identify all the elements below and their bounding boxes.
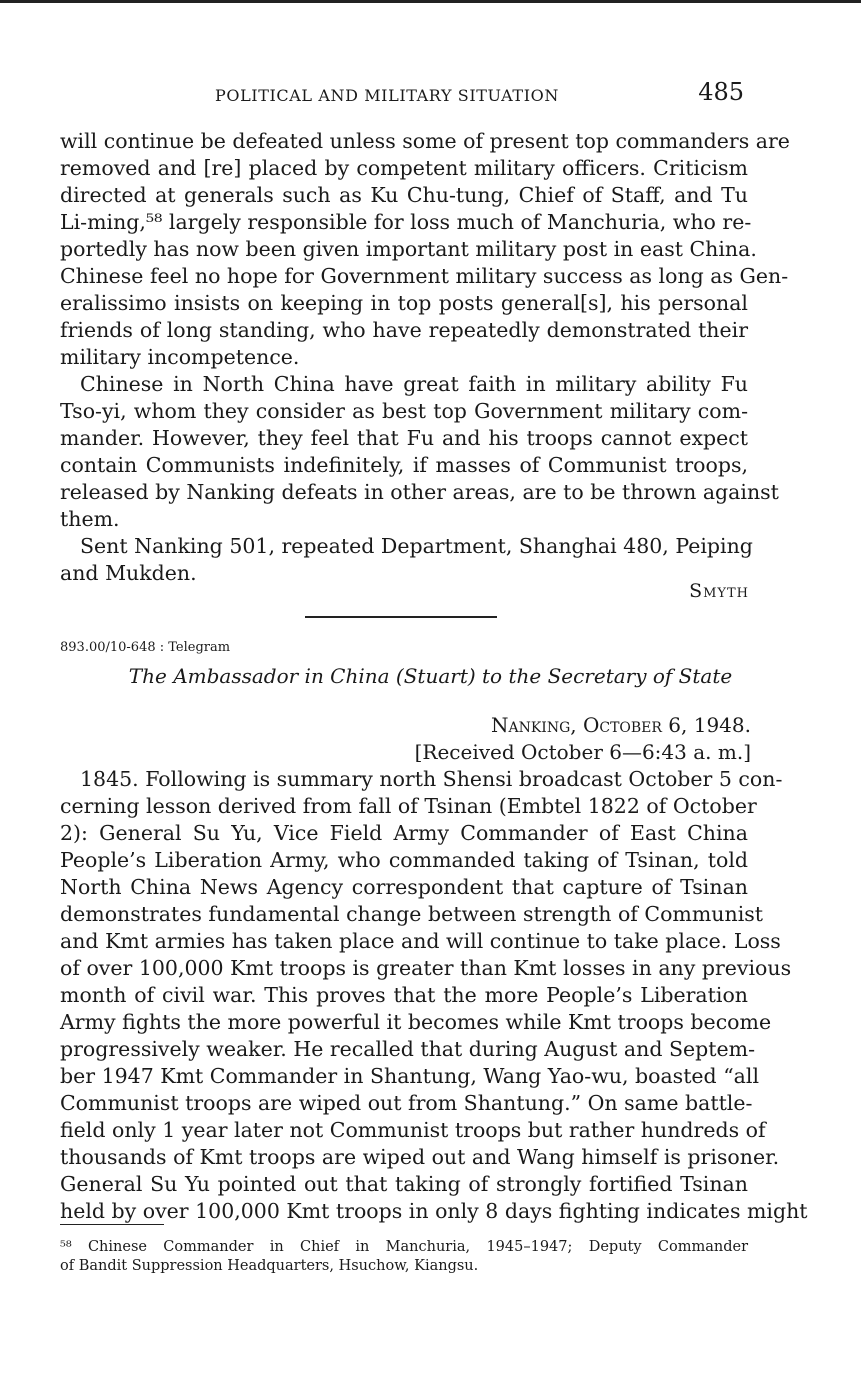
signature: Smyth <box>689 580 749 602</box>
running-title: POLITICAL AND MILITARY SITUATION <box>215 86 559 105</box>
body-line: directed at generals such as Ku Chu-tung, Chief of Staff, and Tu <box>60 183 748 207</box>
body-line: thousands of Kmt troops are wiped out and Wang himself is prisoner. <box>60 1145 780 1169</box>
page-number: 485 <box>698 78 744 106</box>
page-top-border <box>0 0 861 3</box>
body-line: 1845. Following is summary north Shensi broadcast October 5 con- <box>80 767 783 791</box>
telegram-2-body <box>60 766 808 1225</box>
body-line: month of civil war. This proves that the more People’s Liberation <box>60 983 748 1007</box>
body-line: Chinese feel no hope for Government military success as long as Gen- <box>60 264 789 288</box>
body-line: held by over 100,000 Kmt troops in only 8 days fighting indicates might <box>60 1199 808 1223</box>
body-line: demonstrates fundamental change between strength of Communist <box>60 902 764 926</box>
body-line: eralissimo insists on keeping in top posts general[s], his personal <box>60 291 748 315</box>
body-line: contain Communists indefinitely, if masses of Communist troops, <box>60 453 748 477</box>
body-line: field only 1 year later not Communist troops but rather hundreds of <box>60 1118 766 1142</box>
body-line: General Su Yu pointed out that taking of strongly fortified Tsinan <box>60 1172 748 1196</box>
body-line: portedly has now been given important military post in east China. <box>60 237 757 261</box>
footnote-line: of Bandit Suppression Headquarters, Hsuchow, Kiangsu. <box>60 1258 479 1274</box>
body-line: Tso-yi, whom they consider as best top Government military com- <box>60 399 748 423</box>
body-line: mander. However, they feel that Fu and his troops cannot expect <box>60 426 748 450</box>
body-line: removed and [re] placed by competent military officers. Criticism <box>60 156 748 180</box>
dateline-received: [Received October 6—6:43 a. m.] <box>414 740 751 764</box>
body-line: of over 100,000 Kmt troops is greater than Kmt losses in any previous <box>60 956 792 980</box>
body-line: released by Nanking defeats in other areas, are to be thrown against <box>60 480 779 504</box>
body-line: Li-ming,⁵⁸ largely responsible for loss much of Manchuria, who re- <box>60 210 752 234</box>
body-line: and Kmt armies has taken place and will continue to take place. Loss <box>60 929 781 953</box>
body-line: Communist troops are wiped out from Shantung.” On same battle- <box>60 1091 753 1115</box>
dateline-place-date: Nanking, October 6, 1948. <box>490 713 751 737</box>
body-line: cerning lesson derived from fall of Tsinan (Embtel 1822 of October <box>60 794 757 818</box>
body-line: and Mukden. <box>60 561 197 585</box>
footnote <box>60 1238 748 1276</box>
body-line: will continue be defeated unless some of present top commanders are <box>60 129 790 153</box>
body-line: People’s Liberation Army, who commanded taking of Tsinan, told <box>60 848 748 872</box>
footnote-rule <box>60 1224 164 1225</box>
section-divider <box>305 616 497 618</box>
dateline <box>415 712 751 766</box>
body-line: North China News Agency correspondent that capture of Tsinan <box>60 875 748 899</box>
telegram-1-body <box>60 128 790 587</box>
body-line: them. <box>60 507 120 531</box>
body-line: 2): General Su Yu, Vice Field Army Commander of East China <box>60 821 748 845</box>
document-title: The Ambassador in China (Stuart) to the Secretary of State <box>128 664 733 688</box>
body-line: Chinese in North China have great faith in military ability Fu <box>80 372 748 396</box>
file-code: 893.00/10-648 : Telegram <box>60 640 231 655</box>
body-line: Army fights the more powerful it becomes while Kmt troops become <box>60 1010 772 1034</box>
page-header <box>60 76 748 108</box>
body-line: friends of long standing, who have repeatedly demonstrated their <box>60 318 748 342</box>
body-line: Sent Nanking 501, repeated Department, Shanghai 480, Peiping <box>80 534 753 558</box>
body-line: military incompetence. <box>60 345 300 369</box>
body-line: ber 1947 Kmt Commander in Shantung, Wang Yao-wu, boasted “all <box>60 1064 760 1088</box>
body-line: progressively weaker. He recalled that during August and Septem- <box>60 1037 756 1061</box>
footnote-line: ⁵⁸ Chinese Commander in Chief in Manchuria, 1945–1947; Deputy Commander <box>60 1239 748 1255</box>
